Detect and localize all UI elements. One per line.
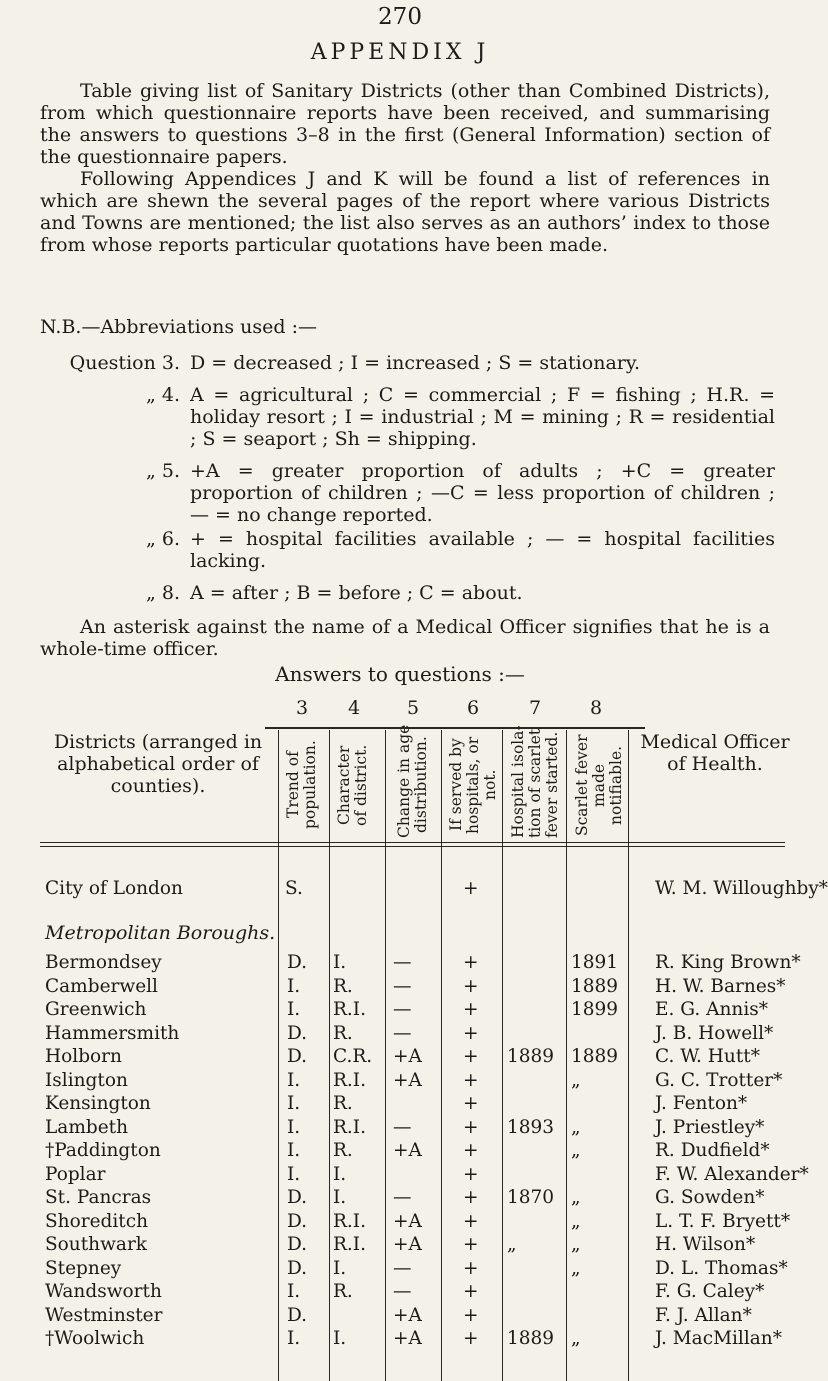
- served-value: +: [463, 1022, 479, 1044]
- trend-value: D.: [287, 1187, 308, 1208]
- intro-paragraph-1: Table giving list of Sanitary Districts (other than Combined Districts), from which questionnaire reports have been received, and summarising the answers to questions 3–8 in the first (General Information) section of the questionnaire papers.: [40, 80, 770, 168]
- character-value: R.: [333, 1281, 353, 1302]
- table-row: [0, 976, 800, 1000]
- header-isolation-line: Hospital isola-: [509, 725, 527, 838]
- served-value: +: [463, 878, 479, 899]
- intro-text: [40, 80, 770, 256]
- header-bottom-rule-2: [40, 846, 785, 847]
- abbreviations-heading: N.B.—Abbreviations used :—: [40, 316, 317, 338]
- abbreviation-text: A = after ; B = before ; C = about.: [190, 582, 523, 604]
- age-distribution-value: —: [393, 1281, 412, 1302]
- medical-officer-name: E. G. Annis*: [655, 999, 768, 1020]
- column-number-4: 4: [348, 697, 361, 719]
- age-distribution-value: —: [393, 952, 412, 973]
- trend-value: I.: [287, 1093, 301, 1114]
- scarlet-fever-value: „: [571, 1257, 581, 1279]
- trend-value: I.: [287, 1069, 301, 1091]
- medical-officer-name: J. Priestley*: [655, 1116, 765, 1138]
- medical-officer-name: J. Fenton*: [655, 1093, 748, 1114]
- table-row: [0, 1163, 809, 1188]
- served-value: +: [463, 1093, 479, 1114]
- age-distribution-value: +A: [393, 1328, 422, 1349]
- character-value: R.I.: [333, 1210, 366, 1232]
- character-value: I.: [333, 1257, 347, 1279]
- trend-value: D.: [287, 1304, 308, 1326]
- age-distribution-value: +A: [393, 1069, 422, 1091]
- header-bottom-rule: [40, 842, 785, 843]
- character-value: I.: [333, 1163, 347, 1185]
- served-value: +: [463, 975, 479, 997]
- header-scarlet-line: Scarlet fever: [573, 734, 591, 836]
- table-row: [0, 1117, 800, 1141]
- character-value: I.: [333, 1187, 347, 1208]
- district-name: Hammersmith: [45, 1022, 180, 1044]
- isolation-value: 1870: [507, 1187, 555, 1208]
- trend-value: I.: [287, 975, 301, 997]
- intro-paragraph-2: Following Appendices J and K will be found a list of references in which are shewn the several pages of the report where various Districts and Towns are mentioned; the list also serves as an authors’ index to those from whose reports particular quotations have been made.: [40, 168, 770, 256]
- served-value: +: [463, 1304, 479, 1326]
- header-medical-officer: Medical Officer of Health.: [640, 731, 790, 775]
- table-row: [0, 1305, 800, 1329]
- medical-officer-name: R. Dudfield*: [655, 1140, 770, 1161]
- age-distribution-value: +A: [393, 1046, 422, 1067]
- trend-value: I.: [287, 1328, 301, 1349]
- district-name: City of London: [45, 878, 183, 899]
- age-distribution-value: —: [393, 1116, 412, 1138]
- column-number-5: 5: [407, 697, 420, 719]
- district-name: Camberwell: [45, 975, 158, 997]
- medical-officer-name: H. Wilson*: [655, 1234, 756, 1255]
- header-served-line: hospitals, or: [464, 736, 482, 834]
- trend-value: D.: [287, 1257, 308, 1279]
- district-name: Islington: [45, 1069, 128, 1091]
- trend-value: I.: [287, 1140, 301, 1161]
- header-character-line: Character: [335, 745, 353, 825]
- age-distribution-value: +A: [393, 1304, 422, 1326]
- district-name: Lambeth: [45, 1116, 128, 1138]
- served-value: +: [463, 1163, 479, 1185]
- scarlet-fever-value: „: [571, 1328, 581, 1349]
- character-value: I.: [333, 952, 347, 973]
- scarlet-fever-value: „: [571, 1069, 581, 1091]
- abbreviation-question: „ 8.: [145, 582, 180, 604]
- district-name: †Paddington: [45, 1140, 161, 1161]
- column-number-6: 6: [467, 697, 480, 719]
- abbreviation-question: Question 3.: [69, 352, 180, 374]
- isolation-value: 1889: [507, 1046, 555, 1067]
- age-distribution-value: +A: [393, 1140, 422, 1161]
- served-value: +: [463, 999, 479, 1020]
- scarlet-fever-value: „: [571, 1210, 581, 1232]
- trend-value: D.: [287, 1234, 308, 1255]
- medical-officer-name: L. T. F. Bryett*: [655, 1210, 791, 1232]
- served-value: +: [463, 1281, 479, 1302]
- character-value: R.I.: [333, 999, 366, 1020]
- medical-officer-name: W. M. Willoughby*: [655, 878, 828, 899]
- table-row: [0, 1328, 800, 1352]
- abbreviation-text: +A = greater proportion of adults ; +C = greater proportion of children ; —C = less proportion of children ; — = no change reported.: [190, 460, 775, 526]
- district-name: Bermondsey: [45, 952, 162, 973]
- table-row: [0, 1281, 800, 1305]
- medical-officer-name: D. L. Thomas*: [655, 1257, 788, 1279]
- abbreviation-question: „ 4.: [145, 384, 180, 406]
- medical-officer-name: R. King Brown*: [655, 952, 801, 973]
- page-number: 270: [378, 4, 422, 30]
- served-value: +: [463, 1046, 479, 1067]
- table-row: [0, 1070, 800, 1094]
- age-distribution-value: —: [393, 975, 412, 997]
- age-distribution-value: —: [393, 1022, 412, 1044]
- table-row: [0, 1093, 800, 1117]
- district-name: Greenwich: [45, 999, 147, 1020]
- table-row: [0, 952, 800, 976]
- district-name: Wandsworth: [45, 1281, 162, 1302]
- appendix-title: APPENDIX J: [310, 40, 490, 65]
- district-name: Kensington: [45, 1093, 151, 1114]
- header-scarlet-line: made: [590, 763, 608, 807]
- medical-officer-name: F. G. Caley*: [655, 1281, 765, 1302]
- header-served-line: If served by: [447, 738, 465, 832]
- header-districts: Districts (arranged in alphabetical order of counties).: [53, 731, 263, 797]
- medical-officer-name: F. J. Allan*: [655, 1304, 752, 1326]
- header-age-line: distribution.: [412, 736, 430, 834]
- district-name: †Woolwich: [45, 1328, 145, 1349]
- character-value: R.: [333, 1140, 353, 1161]
- table-row-city-of-london: [0, 878, 828, 902]
- trend-value: I.: [287, 1281, 301, 1302]
- district-name: Shoreditch: [45, 1210, 148, 1232]
- scarlet-fever-value: 1889: [571, 1046, 619, 1067]
- header-isolation-line: tion of scarlet: [526, 728, 544, 838]
- served-value: +: [463, 1140, 479, 1161]
- served-value: +: [463, 1257, 479, 1279]
- age-distribution-value: —: [393, 1257, 412, 1279]
- scarlet-fever-value: „: [571, 1140, 581, 1161]
- header-served-line: not.: [481, 769, 499, 801]
- scarlet-fever-value: 1889: [571, 975, 619, 997]
- table-row: [0, 1187, 800, 1211]
- scarlet-fever-value: „: [571, 1116, 581, 1138]
- trend-value: I.: [287, 1163, 301, 1185]
- column-number-8: 8: [590, 697, 603, 719]
- table-row: [0, 1234, 800, 1258]
- character-value: R.: [333, 1093, 353, 1114]
- medical-officer-name: J. MacMillan*: [655, 1328, 782, 1349]
- abbreviation-question: „ 5.: [145, 460, 180, 482]
- table-row: [0, 1258, 800, 1282]
- character-value: R.I.: [333, 1116, 366, 1138]
- trend-value: S.: [285, 878, 303, 899]
- trend-value: D.: [287, 1046, 308, 1067]
- trend-value: D.: [287, 1022, 308, 1044]
- abbreviation-text: A = agricultural ; C = commercial ; F = fishing ; H.R. = holiday resort ; I = industrial ; M = mining ; R = residential ; S = seaport ; Sh = shipping.: [190, 384, 775, 450]
- header-scarlet-line: notifiable.: [607, 745, 625, 825]
- column-number-7: 7: [529, 697, 542, 719]
- trend-value: D.: [287, 1210, 308, 1232]
- served-value: +: [463, 1234, 479, 1255]
- header-character-line: of district.: [352, 744, 370, 826]
- table-row: [0, 1211, 800, 1235]
- asterisk-note-text: An asterisk against the name of a Medical Officer signifies that he is a whole-time officer.: [40, 616, 770, 660]
- district-name: Southwark: [45, 1234, 147, 1255]
- served-value: +: [463, 952, 479, 973]
- district-name: Stepney: [45, 1257, 122, 1279]
- age-distribution-value: —: [393, 1187, 412, 1208]
- medical-officer-name: C. W. Hutt*: [655, 1046, 760, 1067]
- medical-officer-name: G. C. Trotter*: [655, 1069, 783, 1091]
- scarlet-fever-value: „: [571, 1234, 581, 1255]
- trend-value: I.: [287, 1116, 301, 1138]
- age-distribution-value: —: [393, 999, 412, 1020]
- served-value: +: [463, 1328, 479, 1349]
- header-trend-line: population.: [301, 740, 319, 830]
- isolation-value: „: [507, 1234, 517, 1255]
- character-value: R.: [333, 1022, 353, 1044]
- scarlet-fever-value: 1891: [571, 952, 619, 973]
- abbreviation-text: D = decreased ; I = increased ; S = stationary.: [190, 352, 641, 374]
- asterisk-note: [40, 616, 770, 660]
- character-value: R.I.: [333, 1234, 366, 1255]
- scarlet-fever-value: 1899: [571, 999, 619, 1020]
- table-row: [0, 1023, 800, 1047]
- abbreviation-question: „ 6.: [145, 528, 180, 550]
- medical-officer-name: F. W. Alexander*: [655, 1163, 809, 1185]
- header-top-rule: [265, 727, 645, 729]
- district-name: St. Pancras: [45, 1187, 152, 1208]
- age-distribution-value: +A: [393, 1234, 422, 1255]
- served-value: +: [463, 1069, 479, 1091]
- answers-title: Answers to questions :—: [275, 662, 525, 686]
- medical-officer-name: J. B. Howell*: [655, 1022, 774, 1044]
- district-name: Holborn: [45, 1046, 122, 1067]
- character-value: I.: [333, 1328, 347, 1349]
- header-isolation-line: fever started.: [543, 731, 561, 838]
- header-age-line: Change in age: [395, 724, 413, 838]
- isolation-value: 1893: [507, 1116, 555, 1138]
- header-trend-line: Trend of: [284, 751, 302, 819]
- table-row: [0, 999, 800, 1023]
- served-value: +: [463, 1210, 479, 1232]
- character-value: R.: [333, 975, 353, 997]
- age-distribution-value: +A: [393, 1210, 422, 1232]
- table-row: [0, 1046, 800, 1070]
- medical-officer-name: H. W. Barnes*: [655, 975, 786, 997]
- district-name: Westminster: [45, 1304, 163, 1326]
- served-value: +: [463, 1187, 479, 1208]
- abbreviation-text: + = hospital facilities available ; — = hospital facilities lacking.: [190, 528, 775, 572]
- medical-officer-name: G. Sowden*: [655, 1187, 765, 1208]
- served-value: +: [463, 1116, 479, 1138]
- character-value: R.I.: [333, 1069, 366, 1091]
- district-name: Poplar: [45, 1163, 106, 1185]
- table-row: [0, 1140, 800, 1164]
- scarlet-fever-value: „: [571, 1187, 581, 1208]
- character-value: C.R.: [333, 1046, 373, 1067]
- column-number-3: 3: [296, 697, 309, 719]
- trend-value: D.: [287, 952, 308, 973]
- isolation-value: 1889: [507, 1328, 555, 1349]
- trend-value: I.: [287, 999, 301, 1020]
- metropolitan-boroughs-heading: Metropolitan Boroughs.: [45, 922, 276, 944]
